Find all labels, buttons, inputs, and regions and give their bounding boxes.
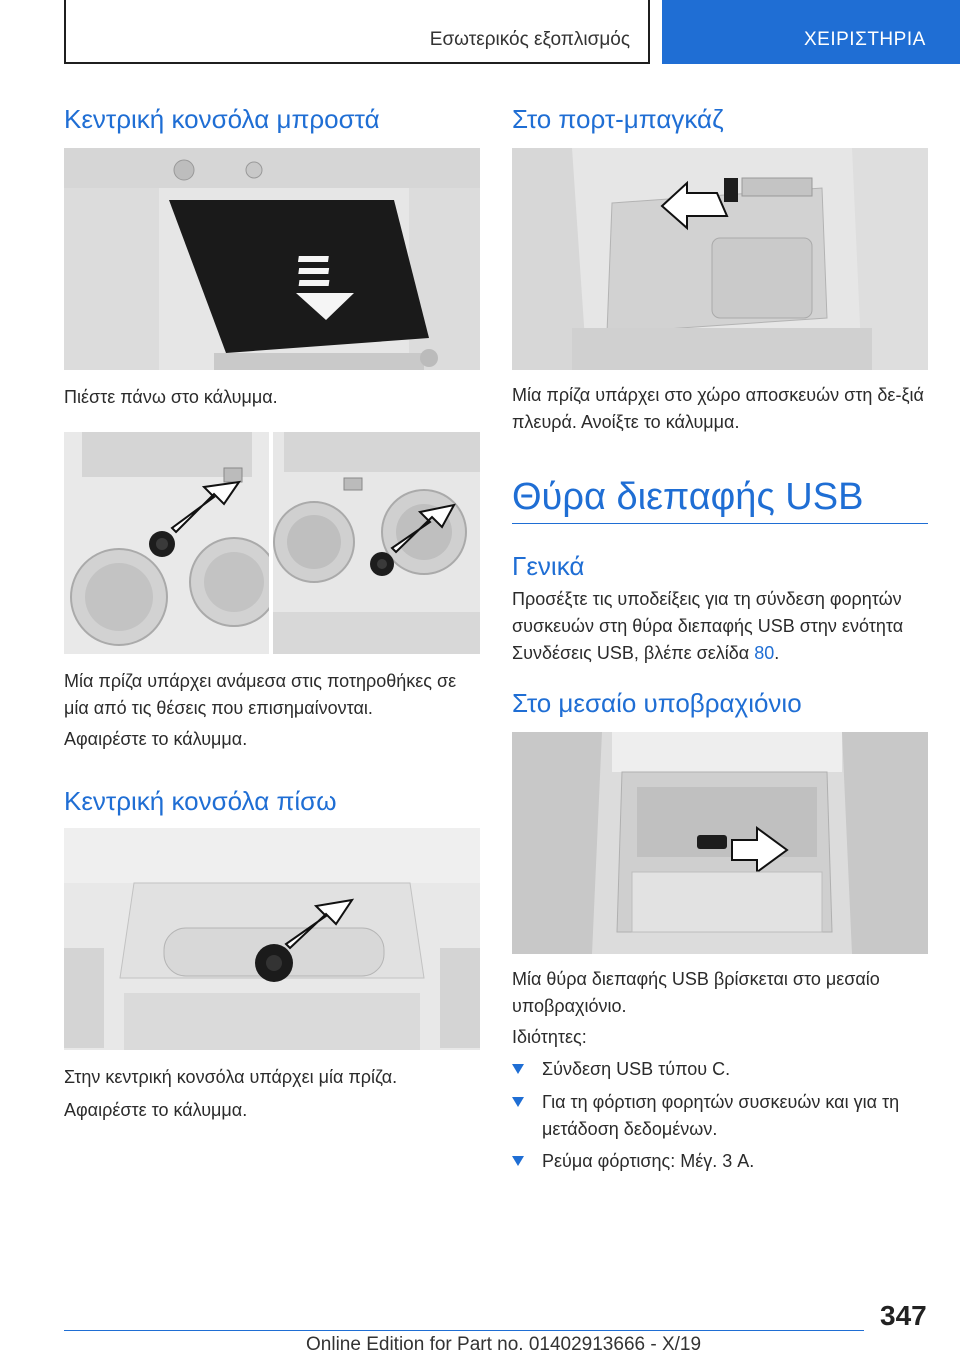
footer-edition: Online Edition for Part no. 01402913666 - X/19 [306, 1334, 702, 1355]
rear-console-heading: Κεντρική κονσόλα πίσω [64, 786, 337, 816]
bullet-triangle-icon [512, 1156, 524, 1166]
cupholder-images [64, 432, 480, 654]
general-text-end: . [774, 643, 780, 663]
property-text: Ρεύμα φόρτισης: Μέγ. 3 A. [542, 1151, 755, 1171]
front-console-caption: Πιέστε πάνω στο κάλυμμα. [64, 387, 278, 407]
rear-remove-text: Αφαιρέστε το κάλυμμα. [64, 1100, 248, 1120]
general-text-body: Προσέξτε τις υποδείξεις για τη σύνδεση φορητών συσκευών στη θύρα διεπαφής USB στην ενότητα Συνδέσεις USB, βλέπε σελίδα [512, 589, 904, 663]
header-chapter-tab [662, 0, 960, 64]
header-section-label: Εσωτερικός εξοπλισμός [429, 29, 630, 50]
property-text: Σύνδεση USB τύπου C. [542, 1059, 731, 1079]
boot-heading: Στο πορτ-μπαγκάζ [512, 104, 724, 134]
general-text [512, 586, 932, 667]
cupholder-text: Μία πρίζα υπάρχει ανάμεσα στις ποτηροθήκες σε μία από τις θέσεις που επισημαίνονται. [64, 671, 457, 718]
bullet-triangle-icon [512, 1097, 524, 1107]
armrest-heading: Στο μεσαίο υποβραχιόνιο [512, 688, 802, 718]
front-console-heading: Κεντρική κονσόλα μπροστά [64, 104, 380, 134]
footer-rule [64, 1330, 864, 1331]
usb-title: Θύρα διεπαφής USB [512, 476, 864, 518]
property-text: Για τη φόρτιση φορητών συσκευών και για τη μετάδοση δεδομένων. [542, 1092, 900, 1139]
property-item [512, 1089, 932, 1143]
usb-title-rule [512, 523, 928, 524]
general-heading: Γενικά [512, 551, 585, 581]
front-remove-text: Αφαιρέστε το κάλυμμα. [64, 729, 248, 749]
property-item [512, 1148, 932, 1175]
armrest-text: Μία θύρα διεπαφής USB βρίσκεται στο μεσαίο υποβραχιόνιο. [512, 969, 880, 1016]
bullet-triangle-icon [512, 1064, 524, 1074]
rear-console-image [64, 828, 480, 1050]
page-80-link[interactable]: 80 [754, 643, 775, 663]
property-item [512, 1056, 932, 1083]
header-chapter-label: ΧΕΙΡΙΣΤΗΡΙΑ [804, 29, 926, 50]
boot-text: Μία πρίζα υπάρχει στο χώρο αποσκευών στη δε-ξιά πλευρά. Ανοίξτε το κάλυμμα. [512, 385, 924, 432]
front-console-image [64, 148, 480, 370]
page-number: 347 [880, 1300, 927, 1331]
boot-image [512, 148, 928, 370]
properties-label: Ιδιότητες: [512, 1027, 587, 1047]
rear-console-text: Στην κεντρική κονσόλα υπάρχει μία πρίζα. [64, 1067, 398, 1087]
armrest-image [512, 732, 928, 954]
header-section-tab [64, 0, 650, 64]
